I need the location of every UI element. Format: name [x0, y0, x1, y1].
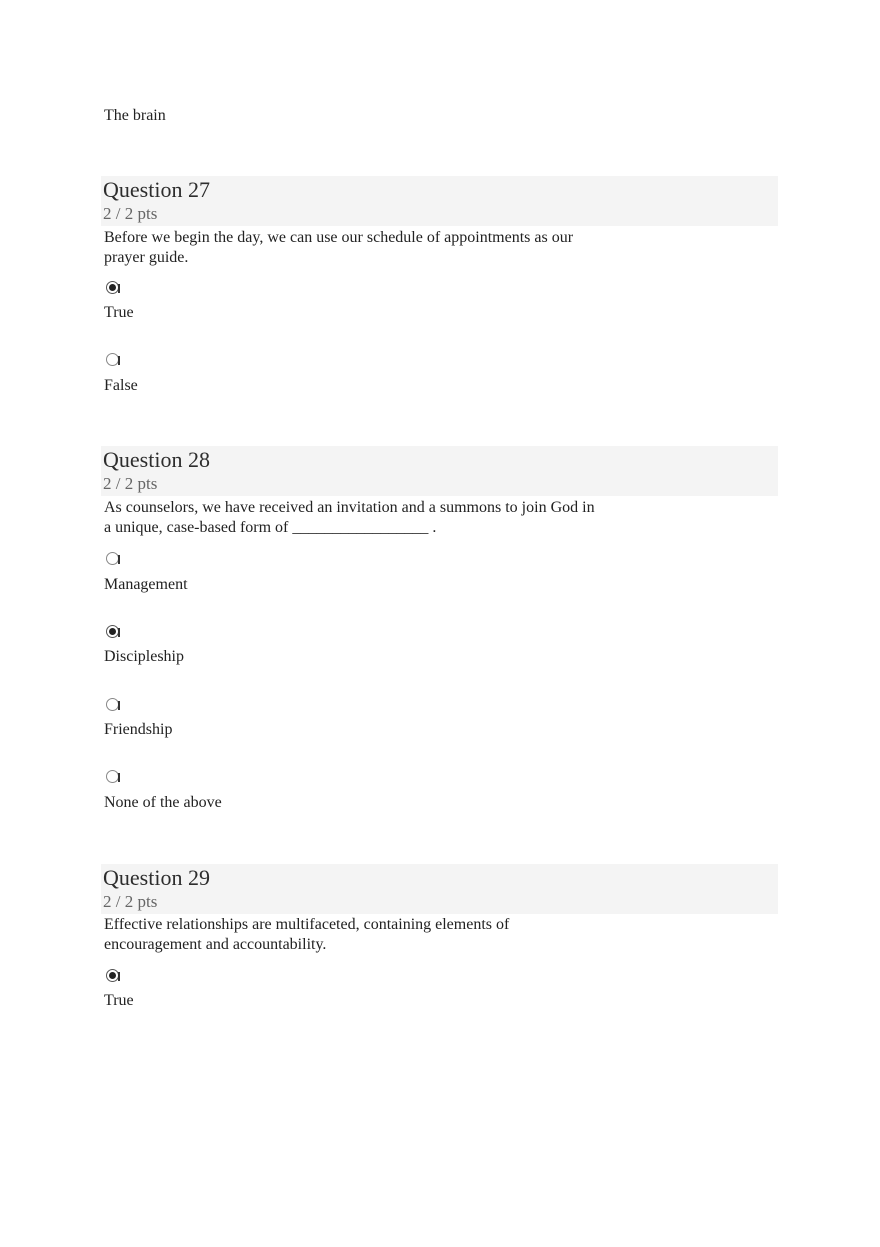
question-title: Question 28 — [103, 447, 210, 472]
question-29-text — [104, 915, 644, 955]
question-text-line: encouragement and accountability. — [104, 936, 327, 953]
question-points: 2 / 2 pts — [103, 892, 158, 911]
question-27-text — [104, 228, 644, 268]
option-label: Management — [104, 576, 188, 593]
radio-selected-icon[interactable] — [106, 625, 119, 638]
previous-answer-text: The brain — [104, 107, 166, 124]
radio-unselected-icon[interactable] — [106, 353, 119, 366]
option-label: False — [104, 377, 138, 394]
radio-unselected-icon[interactable] — [106, 770, 119, 783]
option-label: Discipleship — [104, 648, 184, 665]
radio-unselected-icon[interactable] — [106, 552, 119, 565]
question-points: 2 / 2 pts — [103, 474, 158, 493]
question-28-text — [104, 498, 664, 538]
radio-selected-icon[interactable] — [106, 281, 119, 294]
question-27-header — [101, 176, 778, 226]
question-points: 2 / 2 pts — [103, 204, 158, 223]
option-label: None of the above — [104, 794, 222, 811]
option-label: True — [104, 992, 134, 1009]
question-29-header — [101, 864, 778, 914]
question-28-header — [101, 446, 778, 496]
question-title: Question 29 — [103, 865, 210, 890]
option-label: Friendship — [104, 721, 173, 738]
question-text-line: As counselors, we have received an invitation and a summons to join God in — [104, 499, 595, 516]
question-text-line: Effective relationships are multifaceted, containing elements of — [104, 916, 510, 933]
question-text-line: a unique, case-based form of _________________ . — [104, 519, 437, 536]
question-text-line: Before we begin the day, we can use our schedule of appointments as our — [104, 229, 574, 246]
option-label: True — [104, 304, 134, 321]
question-title: Question 27 — [103, 177, 210, 202]
radio-unselected-icon[interactable] — [106, 698, 119, 711]
radio-selected-icon[interactable] — [106, 969, 119, 982]
question-text-line: prayer guide. — [104, 249, 189, 266]
